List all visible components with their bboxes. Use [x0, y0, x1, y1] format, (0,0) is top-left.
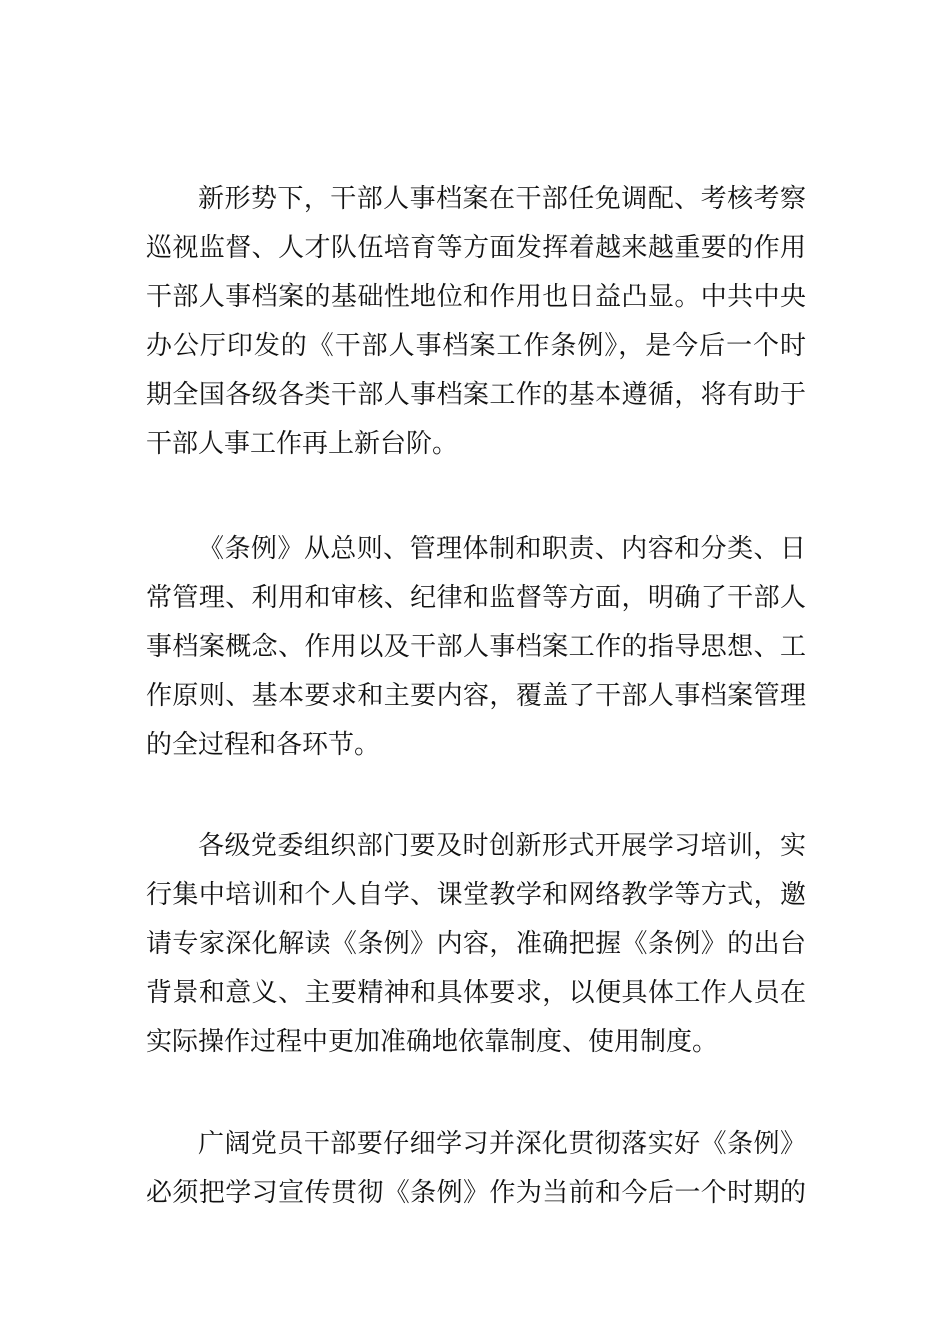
paragraph-line: 广阔党员干部要仔细学习并深化贯彻落实好《条例》 [198, 1129, 806, 1159]
paragraph-line: 新形势下，干部人事档案在干部任免调配、考核考察 [198, 184, 806, 214]
paragraph-line: 事档案概念、作用以及干部人事档案工作的指导思想、工 [146, 632, 806, 662]
paragraph-line: 的全过程和各环节。 [146, 730, 381, 760]
paragraph-line: 干部人事档案的基础性地位和作用也日益凸显。中共中央 [146, 282, 806, 312]
paragraph-3 [146, 822, 806, 1067]
paragraph-line: 巡视监督、人才队伍培育等方面发挥着越来越重要的作用 [146, 233, 806, 263]
paragraph-line: 背景和意义、主要精神和具体要求，以便具体工作人员在 [146, 978, 806, 1008]
paragraph-line: 办公厅印发的《干部人事档案工作条例》，是今后一个时 [146, 331, 806, 361]
paragraph-2 [146, 525, 806, 770]
paragraph-line: 行集中培训和个人自学、课堂教学和网络教学等方式，邀 [146, 880, 806, 910]
paragraph-line: 《条例》从总则、管理体制和职责、内容和分类、日 [198, 534, 806, 564]
paragraph-line: 期全国各级各类干部人事档案工作的基本遵循，将有助于 [146, 380, 806, 410]
paragraph-1 [146, 175, 806, 469]
paragraph-line: 常管理、利用和审核、纪律和监督等方面，明确了干部人 [146, 583, 806, 613]
paragraph-line: 干部人事工作再上新台阶。 [146, 429, 459, 459]
paragraph-line: 实际操作过程中更加准确地依靠制度、使用制度。 [146, 1027, 719, 1057]
paragraph-line: 必须把学习宣传贯彻《条例》作为当前和今后一个时期的 [146, 1178, 806, 1208]
paragraph-line: 请专家深化解读《条例》内容，准确把握《条例》的出台 [146, 929, 806, 959]
paragraph-4 [146, 1120, 806, 1218]
paragraph-line: 各级党委组织部门要及时创新形式开展学习培训，实 [198, 831, 806, 861]
paragraph-line: 作原则、基本要求和主要内容，覆盖了干部人事档案管理 [146, 681, 806, 711]
